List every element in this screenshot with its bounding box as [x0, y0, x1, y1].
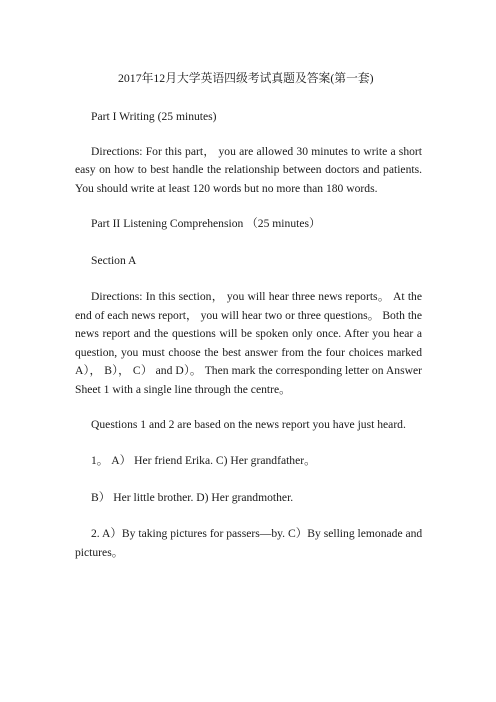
section-a-directions-line: question, you must choose the best answer from the four choices marked — [75, 346, 422, 359]
section-a-directions-line: news report and the questions will be spoken only once. After you hear a — [75, 327, 422, 340]
part1-directions-line: easy on how to best handle the relationship between doctors and patients. — [75, 163, 422, 176]
part1-heading: Part I Writing (25 minutes) — [91, 110, 217, 123]
section-a-directions-line: end of each news report， you will hear two or three questions。 Both the — [75, 309, 422, 322]
part1-directions-line: You should write at least 120 words but no more than 180 words. — [75, 182, 378, 195]
part2-heading: Part II Listening Comprehension （25 minutes） — [91, 217, 321, 230]
section-a-directions-line: A）， B）， C） and D）。 Then mark the corresponding letter on Answer — [75, 364, 422, 377]
section-a-heading: Section A — [91, 254, 137, 267]
section-a-directions-line: Sheet 1 with a single line through the centre。 — [75, 383, 291, 396]
question-2-options: 2. A）By taking pictures for passers—by. C）By selling lemonade and — [91, 527, 423, 540]
document-title: 2017年12月大学英语四级考试真题及答案(第一套) — [118, 71, 374, 85]
part1-directions-line: Directions: For this part， you are allowed 30 minutes to write a short — [91, 145, 422, 158]
question-1-options: 1。 A） Her friend Erika. C) Her grandfather。 — [91, 454, 316, 467]
questions-intro: Questions 1 and 2 are based on the news report you have just heard. — [91, 418, 406, 431]
section-a-directions-line: Directions: In this section， you will hear three news reports。 At the — [91, 290, 422, 303]
question-2-options: pictures。 — [75, 546, 124, 559]
question-1-options: B） Her little brother. D) Her grandmother. — [91, 491, 294, 504]
